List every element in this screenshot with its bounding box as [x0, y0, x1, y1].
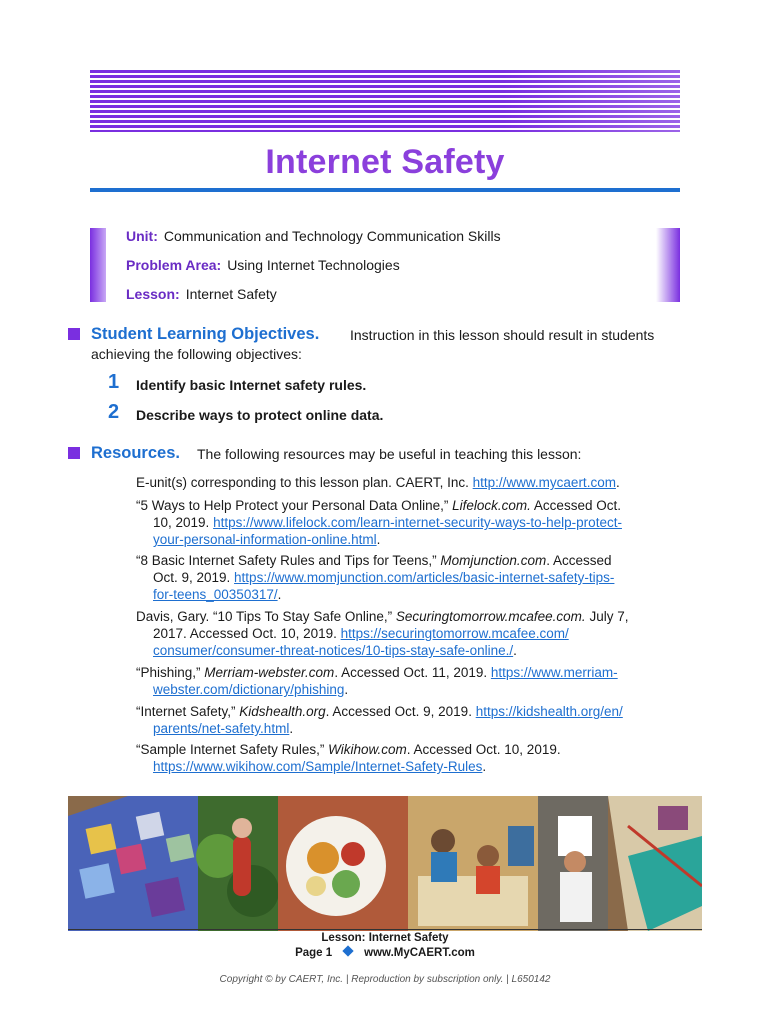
objectives-heading: Student Learning Objectives. — [91, 325, 320, 343]
objective-text: Describe ways to protect online data. — [136, 407, 384, 423]
info-bracket-right — [656, 228, 680, 302]
resource-punct: . — [513, 643, 517, 658]
problem-area-value: Using Internet Technologies — [227, 257, 400, 273]
resource-link[interactable]: https://www.lifelock.com/learn-internet-security-ways-to-help-protect- — [213, 515, 622, 530]
lesson-row — [126, 286, 277, 302]
lesson-label: Lesson: — [126, 286, 180, 302]
resource-text: Accessed Oct. — [530, 498, 621, 513]
resource-item — [136, 608, 636, 659]
objective-number: 2 — [108, 401, 120, 423]
resource-link[interactable]: https://www.merriam- — [490, 665, 618, 680]
resource-punct: . — [277, 587, 282, 602]
resource-punct: . — [344, 682, 349, 697]
collage-image — [68, 796, 702, 931]
resource-link[interactable]: parents/net-safety.html — [153, 721, 290, 736]
resource-item — [136, 474, 636, 491]
resource-text: “Sample Internet Safety Rules,” — [136, 742, 329, 757]
objectives-intro-2: achieving the following objectives: — [91, 346, 302, 362]
resource-text: Davis, Gary. “10 Tips To Stay Safe Online,” — [136, 609, 396, 624]
resource-item — [136, 552, 636, 603]
resource-link[interactable]: https://securingtomorrow.mcafee.com/ — [340, 626, 569, 641]
copyright: Copyright © by CAERT, Inc. | Reproduction by subscription only. | L650142 — [219, 974, 551, 985]
header-stripes — [90, 70, 680, 132]
resource-text: E-unit(s) corresponding to this lesson plan. CAERT, Inc. — [136, 475, 473, 490]
footer-lesson: Lesson: Internet Safety — [321, 932, 449, 944]
resource-item — [136, 664, 636, 698]
unit-value: Communication and Technology Communication Skills — [163, 228, 501, 244]
collage-photo — [68, 796, 702, 931]
resource-item — [136, 741, 636, 775]
resource-link[interactable]: https://www.wikihow.com/Sample/Internet-Safety-Rules — [153, 759, 483, 774]
resource-site: Kidshealth.org — [239, 704, 326, 719]
resource-text: Oct. 9, 2019. — [153, 570, 235, 585]
resources-bullet-icon — [68, 447, 80, 459]
resource-text: “Internet Safety,” — [136, 704, 240, 719]
resource-punct: . — [289, 721, 294, 736]
resource-text: “Phishing,” — [136, 665, 205, 680]
resource-punct: . — [615, 475, 620, 490]
resource-item — [136, 703, 636, 737]
resource-punct: . — [482, 759, 487, 774]
objectives-bullet-icon — [68, 328, 80, 340]
resource-link[interactable]: consumer/consumer-threat-notices/10-tips-stay-safe-online./ — [153, 643, 514, 658]
resource-text: . Accessed — [546, 553, 612, 568]
resource-site: Wikihow.com — [328, 742, 407, 757]
resource-item — [136, 497, 636, 548]
footer-page: Page 1 — [295, 947, 333, 959]
info-bracket-left — [90, 228, 106, 302]
resource-link[interactable]: https://www.momjunction.com/articles/basic-internet-safety-tips- — [234, 570, 615, 585]
resources-heading: Resources. — [91, 444, 180, 462]
resource-text: July 7, — [585, 609, 629, 624]
resource-text: . Accessed Oct. 11, 2019. — [334, 665, 491, 680]
title-rule — [90, 188, 680, 192]
problem-area-label: Problem Area: — [126, 257, 222, 273]
resource-link[interactable]: for-teens_00350317/ — [153, 587, 278, 602]
resource-site: Lifelock.com. — [452, 498, 531, 513]
resource-text: . Accessed Oct. 10, 2019. — [406, 742, 561, 757]
diamond-icon — [342, 945, 353, 956]
resource-link[interactable]: webster.com/dictionary/phishing — [153, 682, 345, 697]
resource-site: Momjunction.com — [440, 553, 547, 568]
resource-text: “5 Ways to Help Protect your Personal Data Online,” — [136, 498, 453, 513]
resource-text: . Accessed Oct. 9, 2019. — [325, 704, 476, 719]
resource-text: 10, 2019. — [153, 515, 214, 530]
problem-area-row — [126, 257, 400, 273]
footer-site[interactable]: www.MyCAERT.com — [364, 947, 475, 959]
resource-punct: . — [376, 532, 381, 547]
footer-page-line — [0, 947, 770, 959]
objectives-intro-1: Instruction in this lesson should result in students — [350, 327, 655, 343]
unit-row — [126, 228, 501, 244]
resource-site: Securingtomorrow.mcafee.com. — [395, 609, 586, 624]
resource-text: 2017. Accessed Oct. 10, 2019. — [153, 626, 341, 641]
objective-text: Identify basic Internet safety rules. — [136, 377, 367, 393]
lesson-value: Internet Safety — [185, 286, 277, 302]
unit-label: Unit: — [126, 228, 158, 244]
resources-intro: The following resources may be useful in teaching this lesson: — [197, 446, 582, 462]
resource-link[interactable]: http://www.mycaert.com — [472, 475, 616, 490]
page-title: Internet Safety — [265, 143, 505, 181]
resource-link[interactable]: https://kidshealth.org/en/ — [475, 704, 623, 719]
objective-number: 1 — [108, 371, 120, 393]
footer-rule — [68, 929, 702, 930]
resource-site: Merriam-webster.com — [204, 665, 335, 680]
resource-text: “8 Basic Internet Safety Rules and Tips for Teens,” — [136, 553, 441, 568]
resource-link[interactable]: your-personal-information-online.html — [153, 532, 377, 547]
